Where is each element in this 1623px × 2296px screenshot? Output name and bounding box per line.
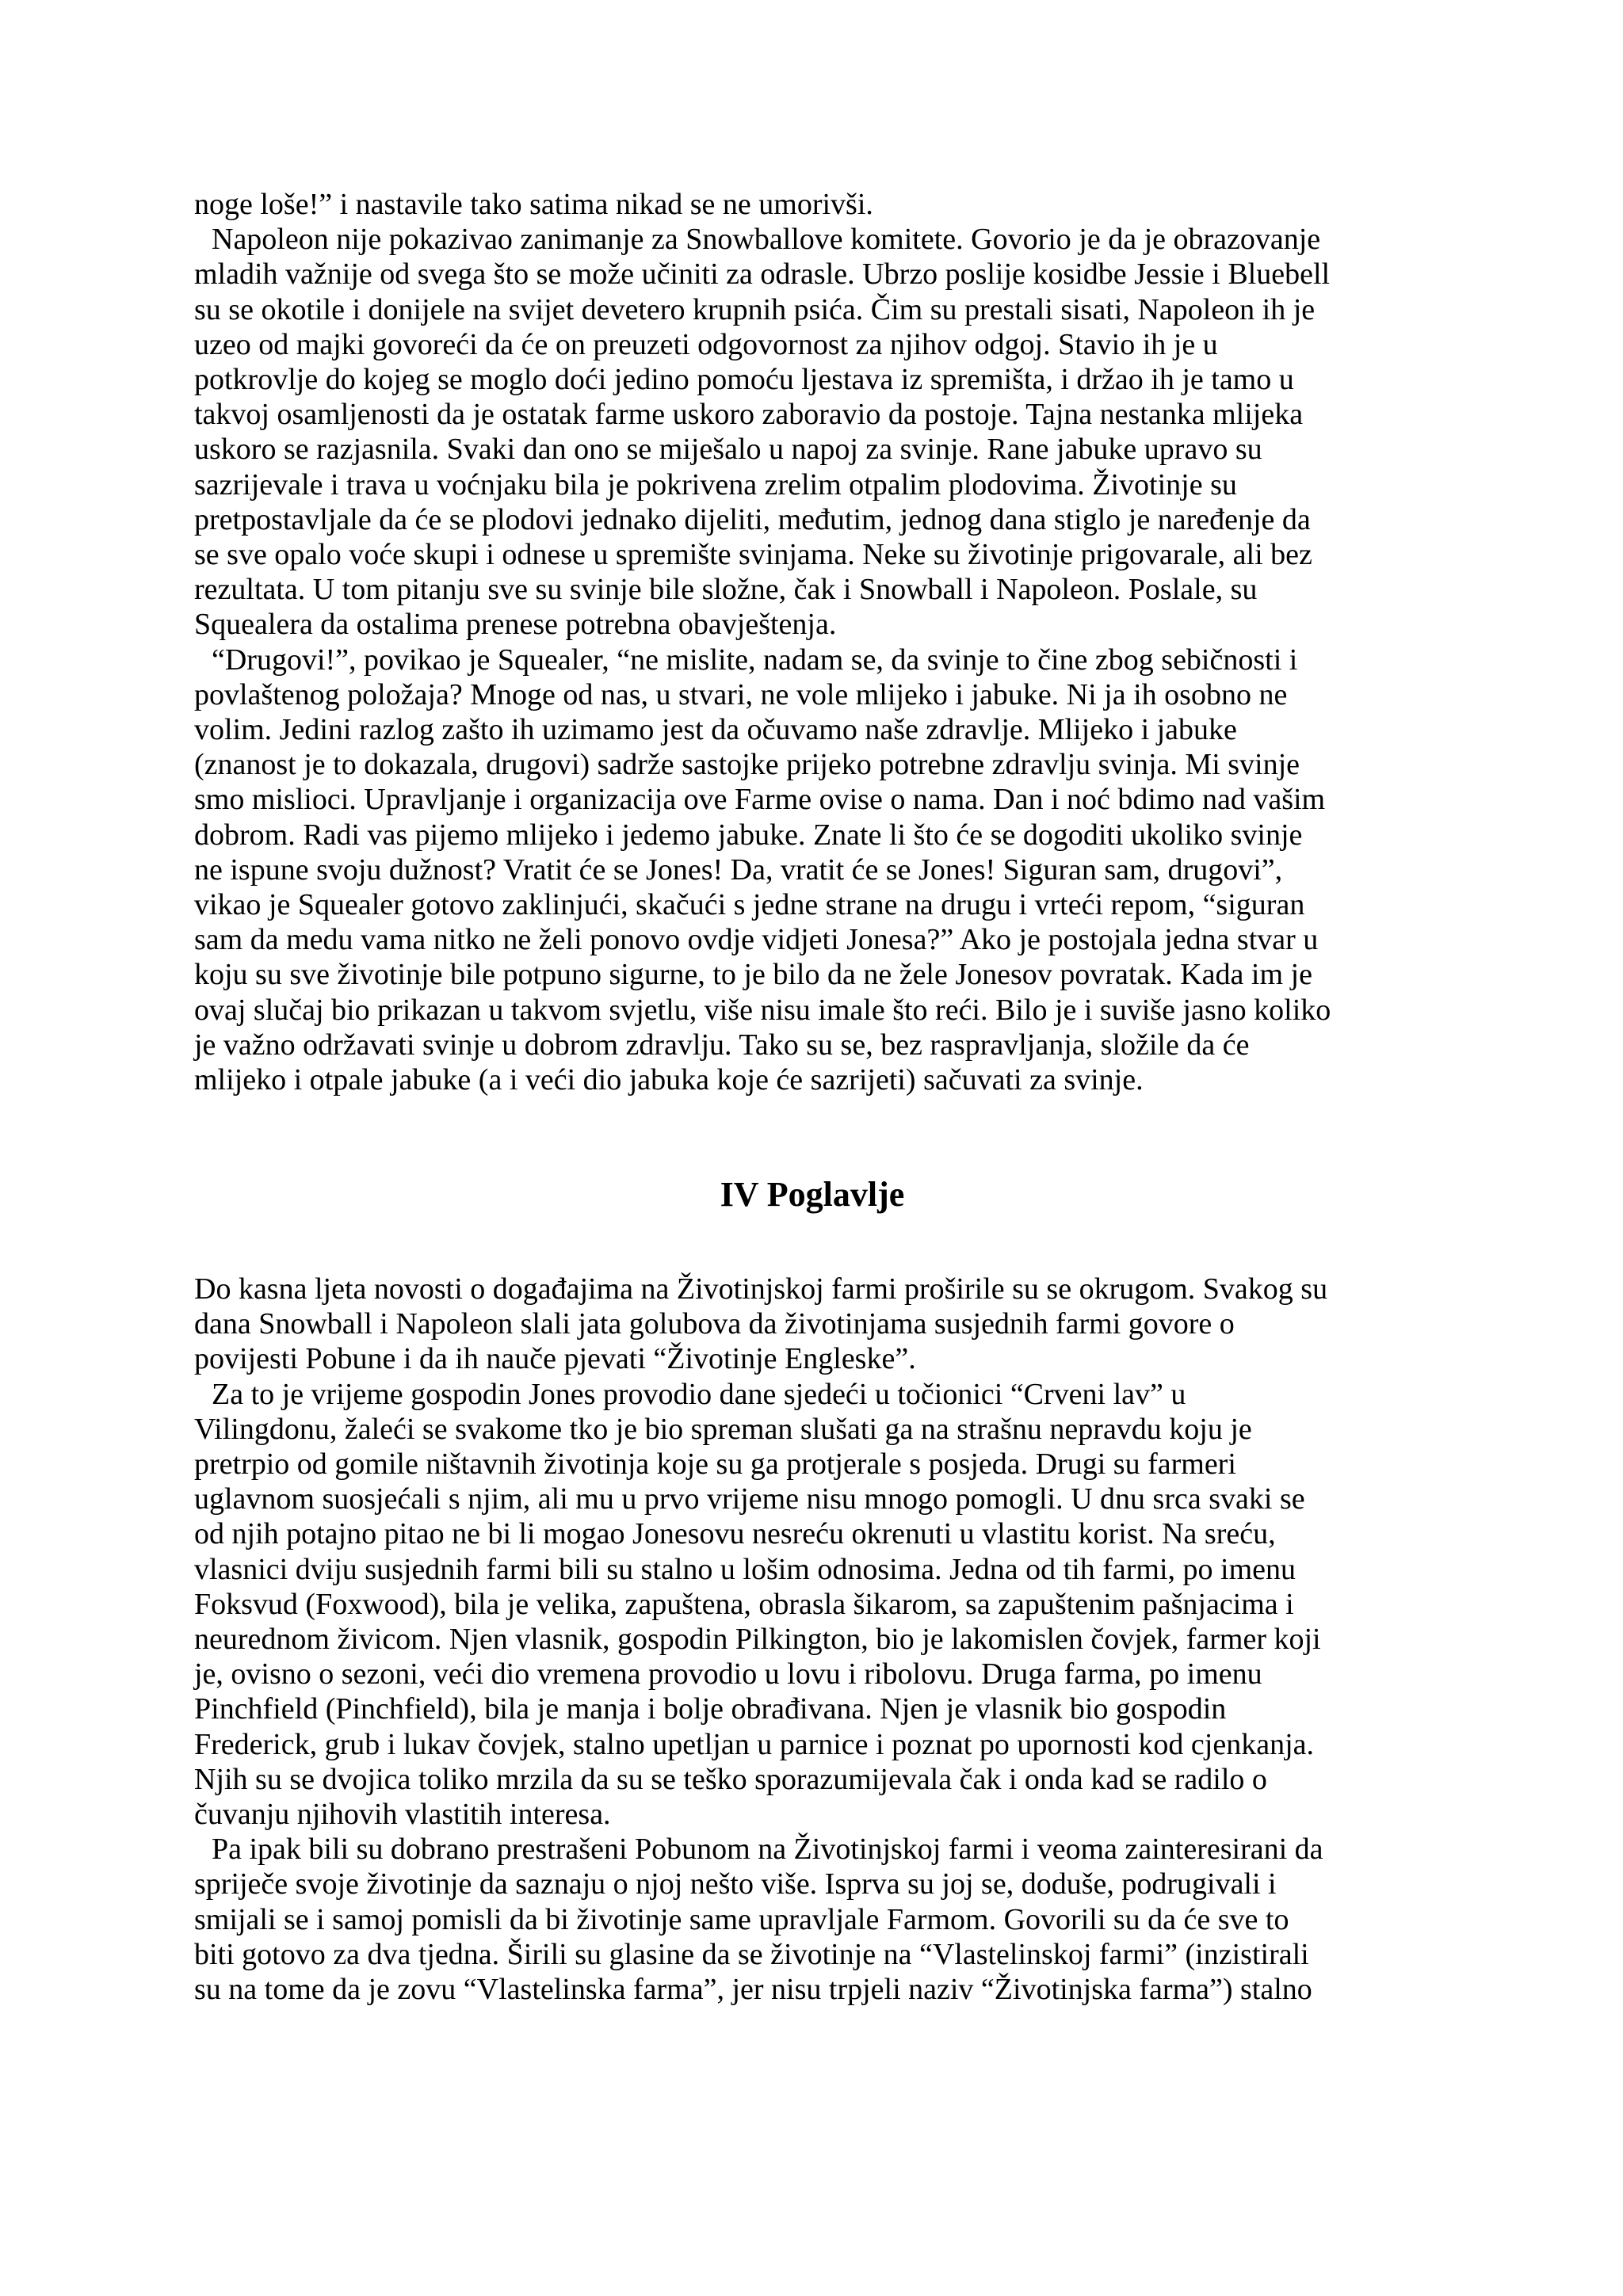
text-line: dobrom. Radi vas pijemo mlijeko i jedemo jabuke. Znate li što će se dogoditi ukoliko svinje (194, 818, 1303, 852)
text-line: od njih potajno pitao ne bi li mogao Jonesovu nesreću okrenuti u vlastitu korist. Na sreću, (194, 1517, 1276, 1551)
text-line: Vilingdonu, žaleći se svakome tko je bio spreman slušati ga na strašnu nepravdu koju je (194, 1412, 1252, 1446)
text-line: Foksvud (Foxwood), bila je velika, zapuštena, obrasla šikarom, sa zapuštenim pašnjacima i (194, 1587, 1294, 1621)
text-line: Njih su se dvojica toliko mrzila da su se teško sporazumijevala čak i onda kad se radilo o (194, 1762, 1267, 1796)
text-line: neurednom živicom. Njen vlasnik, gospodin Pilkington, bio je lakomislen čovjek, farmer koji (194, 1623, 1321, 1657)
text-line: mlijeko i otpale jabuke (a i veći dio jabuka koje će sazrijeti) sačuvati za svinje. (194, 1063, 1144, 1097)
text-line: pretpostavljale da će se plodovi jednako dijeliti, međutim, jednog dana stiglo je naređenje da (194, 502, 1311, 536)
text-line: potkrovlje do kojeg se moglo doći jedino pomoću ljestava iz spremišta, i držao ih je tamo u (194, 363, 1294, 397)
text-line: vikao je Squealer gotovo zaklinjući, skačući s jedne strane na drugu i vrteći repom, “siguran (194, 888, 1305, 922)
text-line: je, ovisno o sezoni, veći dio vremena provodio u lovu i ribolovu. Druga farma, po imenu (194, 1657, 1262, 1691)
text-line: Za to je vrijeme gospodin Jones provodio dane sjedeći u točionici “Crveni lav” u (212, 1377, 1186, 1411)
text-line: Pinchfield (Pinchfield), bila je manja i bolje obrađivana. Njen je vlasnik bio gospodin (194, 1692, 1227, 1726)
text-line: uglavnom suosjećali s njim, ali mu u prvo vrijeme nisu mnogo pomogli. U dnu srca svaki se (194, 1482, 1305, 1516)
text-line: koju su sve životinje bile potpuno sigurne, to je bilo da ne žele Jonesov povratak. Kada im je (194, 958, 1312, 992)
text-line: povlaštenog položaja? Mnoge od nas, u stvari, ne vole mlijeko i jabuke. Ni ja ih osobno ne (194, 677, 1288, 711)
text-line: Do kasna ljeta novosti o događajima na Životinjskoj farmi proširile su se okrugom. Svakog su (194, 1272, 1328, 1306)
text-block-after-chapter (194, 1272, 1430, 2007)
text-line: su na tome da je zovu “Vlastelinska farma”, jer nisu trpjeli naziv “Životinjska farma”) stalno (194, 1973, 1312, 2007)
chapter-title: IV Poglavlje (720, 1175, 905, 1214)
text-line: ovaj slučaj bio prikazan u takvom svjetlu, više nisu imale što reći. Bilo je i suviše jasno koliko (194, 993, 1331, 1027)
text-line: spriječe svoje životinje da saznaju o njoj nešto više. Isprva su joj se, doduše, podrugivali i (194, 1867, 1277, 1901)
text-line: uzeo od majki govoreći da će on preuzeti odgovornost za njihov odgoj. Stavio ih je u (194, 327, 1218, 361)
text-line: noge loše!” i nastavile tako satima nikad se ne umorivši. (194, 188, 873, 221)
text-line: volim. Jedini razlog zašto ih uzimamo jest da očuvamo naše zdravlje. Mlijeko i jabuke (194, 713, 1237, 747)
text-line: uskoro se razjasnila. Svaki dan ono se miješalo u napoj za svinje. Rane jabuke upravo su (194, 433, 1262, 467)
text-line: vlasnici dviju susjednih farmi bili su stalno u lošim odnosima. Jedna od tih farmi, po imenu (194, 1552, 1296, 1586)
text-line: smijali se i samoj pomisli da bi životinje same upravljale Farmom. Govorili su da će sve to (194, 1902, 1289, 1936)
text-line: takvoj osamljenosti da je ostatak farme uskoro zaboravio da postoje. Tajna nestanka mlijeka (194, 398, 1304, 432)
text-line: smo mislioci. Upravljanje i organizacija ove Farme ovise o nama. Dan i noć bdimo nad vašim (194, 783, 1326, 817)
text-line: Napoleon nije pokazivao zanimanje za Snowballove komitete. Govorio je da je obrazovanje (212, 223, 1321, 257)
text-line: se sve opalo voće skupi i odnese u spremište svinjama. Neke su životinje prigovarale, ali bez (194, 538, 1312, 572)
text-line: sazrijevale i trava u voćnjaku bila je pokrivena zrelim otpalim plodovima. Životinje su (194, 467, 1237, 502)
text-block-before-chapter (194, 187, 1430, 1097)
text-line: (znanost je to dokazala, drugovi) sadrže sastojke prijeko potrebne zdravlju svinja. Mi svinje (194, 748, 1300, 782)
text-line: mladih važnije od svega što se može učiniti za odrasle. Ubrzo poslije kosidbe Jessie i Bluebell (194, 257, 1331, 292)
text-line: čuvanju njihovih vlastitih interesa. (194, 1798, 611, 1832)
text-line: ne ispune svoju dužnost? Vratit će se Jones! Da, vratit će se Jones! Siguran sam, drugovi”, (194, 852, 1283, 887)
text-line: dana Snowball i Napoleon slali jata golubova da životinjama susjednih farmi govore o (194, 1307, 1235, 1341)
text-line: sam da medu vama nitko ne želi ponovo ovdje vidjeti Jonesa?” Ako je postojala jedna stvar u (194, 923, 1319, 957)
text-line: pretrpio od gomile ništavnih životinja koje su ga protjerale s posjeda. Drugi su farmeri (194, 1447, 1236, 1482)
text-line: rezultata. U tom pitanju sve su svinje bile složne, čak i Snowball i Napoleon. Poslale, su (194, 573, 1258, 607)
text-line: Frederick, grub i lukav čovjek, stalno upetljan u parnice i poznat po upornosti kod cjenkanja. (194, 1727, 1314, 1761)
text-line: Pa ipak bili su dobrano prestrašeni Pobunom na Životinjskoj farmi i veoma zainteresirani da (212, 1833, 1323, 1867)
text-line: povijesti Pobune i da ih nauče pjevati “Životinje Engleske”. (194, 1342, 916, 1376)
text-line: Squealera da ostalima prenese potrebna obavještenja. (194, 608, 837, 642)
text-line: “Drugovi!”, povikao je Squealer, “ne mislite, nadam se, da svinje to čine zbog sebičnosti i (212, 643, 1298, 677)
text-line: su se okotile i donijele na svijet devetero krupnih psića. Čim su prestali sisati, Napoleon ih je (194, 292, 1316, 326)
text-line: je važno održavati svinje u dobrom zdravlju. Tako su se, bez raspravljanja, složile da će (194, 1028, 1250, 1062)
text-line: biti gotovo za dva tjedna. Širili su glasine da se životinje na “Vlastelinskoj farmi” (inzistirali (194, 1937, 1309, 1971)
